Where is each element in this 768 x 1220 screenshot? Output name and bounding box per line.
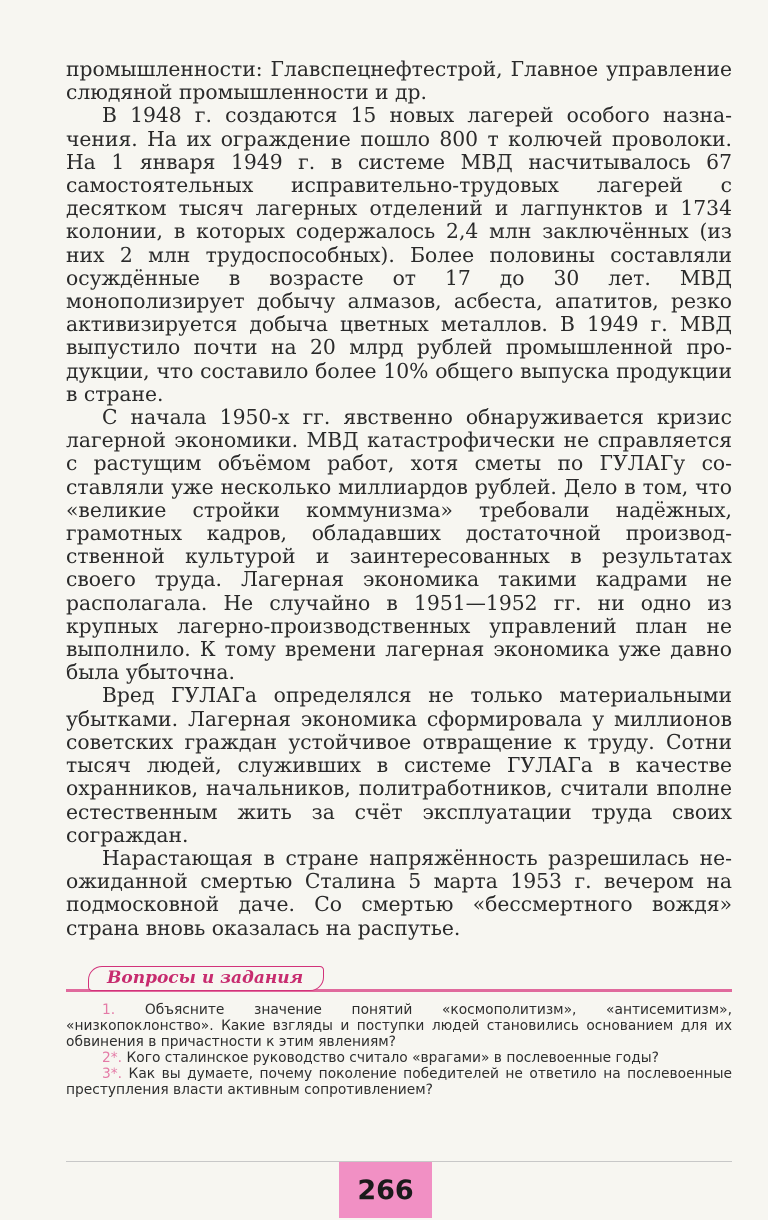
questions-list (66, 1002, 732, 1098)
paragraph-3: С начала 1950-х гг. явственно обнаруживается кризис лагерной экономики. МВД катастрофически не справляется с растущим объёмом работ, хотя сметы по ГУЛАГу составляли уже несколько миллиардов рублей. Дело в том, что «великие стройки коммунизма» требовали надёжных, грамотных кадров, обладавших достаточной производственной культурой и заинтересованных в результатах своего труда. Лагерная экономика такими кадрами не располагала. Не случайно в 1951—1952 гг. ни одно из крупных лагерно-производственных управлений план не выполнило. К тому времени лагерная экономика уже давно была убыточна. (66, 405, 732, 685)
question-item (66, 1050, 732, 1066)
questions-header (66, 966, 732, 996)
question-text: Кого сталинское руководство считало «врагами» в послевоенные годы? (126, 1049, 659, 1066)
paragraph-1: промышленности: Главспецнефтестрой, Главное управление слюдяной промышленности и др. (66, 57, 732, 105)
main-text (66, 58, 732, 940)
paragraph-2: В 1948 г. создаются 15 новых лагерей особого назначения. На их ограждение пошло 800 т колючей проволоки. На 1 января 1949 г. в системе МВД насчитывалось 67 самостоятельных исправительно-трудовых лагерей с десятком тысяч лагерных отделений и лагпунктов и 1734 колонии, в которых содержалось 2,4 млн заключённых (из них 2 млн трудоспособных). Более половины составляли осуждённые в возрасте от 17 до 30 лет. МВД монополизирует добычу алмазов, асбеста, апатитов, резко активизируется добыча цветных металлов. В 1949 г. МВД выпустило почти на 20 млрд рублей промышленной продукции, что составило более 10% общего выпуска продукции в стране. (66, 103, 732, 406)
paragraph-4: Вред ГУЛАГа определялся не только материальными убытками. Лагерная экономика сформировала у миллионов советских граждан устойчивое отвращение к труду. Сотни тысяч людей, служивших в системе ГУЛАГа в качестве охранников, начальников, политработников, считали вполне естественным жить за счёт эксплуатации труда своих сограждан. (66, 683, 732, 847)
page-number: 266 (339, 1162, 432, 1218)
page-content (66, 58, 732, 1098)
questions-title: Вопросы и задания (88, 966, 324, 991)
question-item (66, 1066, 732, 1098)
question-text: Как вы думаете, почему поколение победителей не ответило на послевоенные преступления власти активным сопротивлением? (66, 1065, 733, 1098)
question-number: 3*. (102, 1065, 123, 1082)
question-number: 2*. (102, 1049, 123, 1066)
paragraph-5: Нарастающая в стране напряжённость разрешилась неожиданной смертью Сталина 5 марта 1953 г. вечером на подмосковной даче. Со смертью «бессмертного вождя» страна вновь оказалась на распутье. (66, 845, 732, 940)
question-text: Объясните значение понятий «космополитизм», «антисемитизм», «низкопоклонство». Какие взгляды и поступки людей становились основанием для их обвинения в причастности к этим явлениям? (66, 1001, 733, 1050)
question-item (66, 1002, 732, 1050)
question-number: 1. (102, 1001, 116, 1018)
